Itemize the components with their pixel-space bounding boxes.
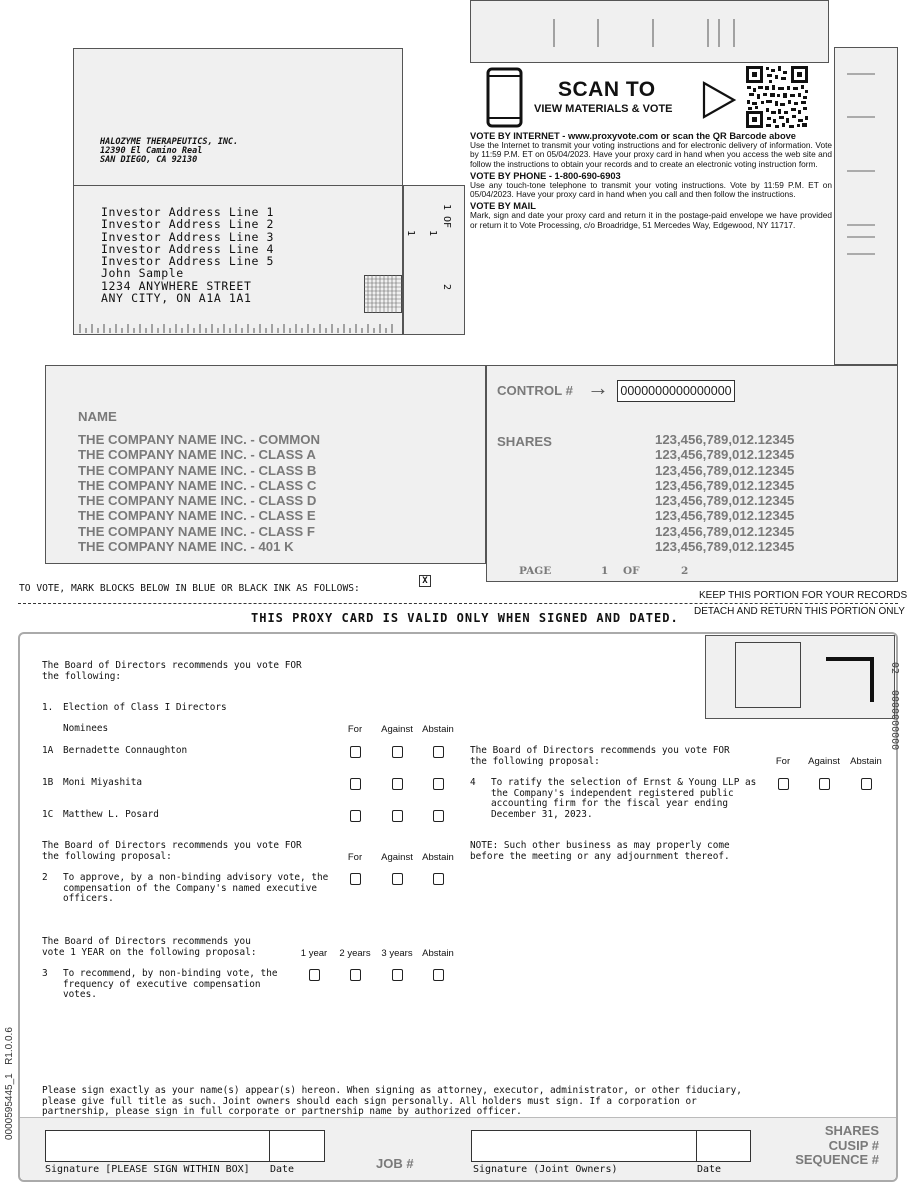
sign-instruction-line: Please sign exactly as your name(s) appear(s) hereon. When signing as attorney, executor, administrator, or other fiduciary, (42, 1085, 742, 1096)
proposal-3-number: 3 (42, 968, 48, 979)
job-label: JOB # (376, 1156, 414, 1171)
qr-code-icon (745, 65, 809, 129)
return-address-box (73, 48, 403, 186)
page-of-text: 1 OF (441, 204, 452, 229)
investor-street: 1234 ANYWHERE STREET (101, 278, 252, 293)
page-number: 1 (601, 565, 609, 577)
investor-address-box (73, 185, 403, 335)
proposal-4-abstain-checkbox[interactable] (861, 778, 872, 790)
rec2-line: the following proposal: (42, 850, 172, 862)
return-city: SAN DIEGO, CA 92130 (100, 155, 198, 165)
shares-value: 123,456,789,012.12345 (655, 508, 795, 524)
control-arrow-icon: → (587, 375, 609, 400)
company-line: THE COMPANY NAME INC. - 401 K (78, 539, 294, 555)
recommendation-2 (42, 841, 302, 862)
page-count-box (403, 185, 465, 335)
joint-date-label: Date (697, 1164, 722, 1175)
side-code-a: 02 (889, 662, 900, 675)
note-text (470, 841, 730, 862)
signature-label: Signature [PLEASE SIGN WITHIN BOX] (45, 1164, 250, 1175)
company-line: THE COMPANY NAME INC. - CLASS D (78, 493, 317, 509)
col-against: Against (808, 756, 840, 767)
signature-box[interactable] (45, 1130, 270, 1162)
corner-mark-icon (824, 656, 876, 704)
proposal-3-2years-checkbox[interactable] (350, 969, 361, 981)
marker-lines-icon (835, 48, 897, 364)
shares-value: 123,456,789,012.12345 (655, 462, 795, 478)
joint-date-box[interactable] (696, 1130, 751, 1162)
nominee-1c-abstain-checkbox[interactable] (433, 810, 444, 822)
rec3-line: The Board of Directors recommends you (42, 936, 251, 947)
footer-shares-label: SHARES (824, 1123, 879, 1138)
col-for: For (347, 724, 363, 735)
vote-mail-heading: VOTE BY MAIL (470, 201, 536, 212)
investor-line: Investor Address Line 4 (101, 241, 275, 256)
rec1-line: the following: (42, 670, 122, 682)
nominee-name: Bernadette Connaughton (63, 745, 188, 756)
scan-subtitle: VIEW MATERIALS & VOTE (534, 103, 673, 115)
investor-city: ANY CITY, ON A1A 1A1 (101, 291, 252, 306)
rec1-line: The Board of Directors recommends you vote FOR (42, 660, 302, 671)
shares-value: 123,456,789,012.12345 (655, 477, 795, 493)
detach-cut-line (18, 603, 898, 604)
proposal-2-number: 2 (42, 872, 48, 883)
scan-title: SCAN TO (558, 78, 656, 101)
col-for: For (775, 756, 791, 767)
joint-signature-box[interactable] (471, 1130, 697, 1162)
date-box[interactable] (269, 1130, 325, 1162)
vote-phone-heading: VOTE BY PHONE - 1-800-690-6903 (470, 170, 621, 181)
company-line: THE COMPANY NAME INC. - CLASS F (78, 523, 315, 539)
postal-grid-icon (364, 275, 402, 313)
rec4-line: The Board of Directors recommends you vote FOR (470, 745, 730, 756)
proposal-3-1year-checkbox[interactable] (309, 969, 320, 981)
proposal-line: compensation of the Company's named executive (63, 882, 317, 894)
col-abstain: Abstain (850, 756, 882, 767)
investor-line: Investor Address Line 3 (101, 229, 275, 244)
proposal-2-for-checkbox[interactable] (350, 873, 361, 885)
col-3-years: 3 years (381, 948, 413, 959)
col-1-year: 1 year (300, 948, 328, 959)
page-count-total: 2 (441, 284, 452, 291)
nominee-1a-for-checkbox[interactable] (350, 746, 361, 758)
shares-value: 123,456,789,012.12345 (655, 447, 795, 463)
investor-name: John Sample (101, 266, 184, 281)
valid-notice: THIS PROXY CARD IS VALID ONLY WHEN SIGNED AND DATED. (251, 611, 679, 625)
nominee-name: Moni Miyashita (63, 777, 143, 788)
company-line: THE COMPANY NAME INC. - COMMON (78, 432, 321, 447)
sign-instruction-line: partnership, please sign in full corporate or partnership name by authorized officer. (42, 1106, 522, 1117)
nominee-1a-against-checkbox[interactable] (392, 746, 403, 758)
proposal-4-text (491, 778, 756, 820)
date-label: Date (270, 1164, 295, 1175)
name-label: NAME (78, 409, 117, 424)
form-code: 0000595445_1 R1.0.0.6 (4, 1027, 15, 1140)
joint-signature-label: Signature (Joint Owners) (473, 1164, 618, 1175)
nominee-1b-abstain-checkbox[interactable] (433, 778, 444, 790)
col-abstain: Abstain (422, 948, 454, 959)
page-count-b: 1 (405, 230, 416, 237)
investor-line: Investor Address Line 2 (101, 217, 275, 232)
voting-methods (470, 131, 832, 230)
nominee-1b-against-checkbox[interactable] (392, 778, 403, 790)
page-of: OF (623, 565, 640, 577)
vote-phone-body: Use any touch-tone telephone to transmit your voting instructions. Vote by 11:59 P.M. ET on 05/04/2023. Have your proxy card in hand when you call and then follow the instructions. (470, 179, 832, 200)
shares-value: 123,456,789,012.12345 (655, 432, 795, 447)
proposal-line: December 31, 2023. (491, 808, 593, 820)
mark-example-box: X (419, 575, 431, 587)
proposal-4-number: 4 (470, 777, 476, 788)
scanner-marker-box (705, 635, 895, 719)
page-total: 2 (681, 565, 689, 577)
company-line: THE COMPANY NAME INC. - CLASS A (78, 447, 316, 463)
proposal-3-text (63, 969, 277, 1001)
note-line: before the meeting or any adjournment thereof. (470, 850, 730, 862)
proposal-line: To approve, by a non-binding advisory vote, the (63, 872, 329, 883)
control-label: CONTROL # (497, 383, 573, 398)
proposal-line: To recommend, by non-binding vote, the (63, 968, 278, 979)
proposal-2-text (63, 873, 328, 905)
investor-line: Investor Address Line 5 (101, 254, 275, 269)
proposal-3-3years-checkbox[interactable] (392, 969, 403, 981)
rec2-line: The Board of Directors recommends you vote FOR (42, 840, 302, 851)
nominee-1c-against-checkbox[interactable] (392, 810, 403, 822)
item-1-number: 1. (42, 702, 54, 713)
col-abstain: Abstain (422, 724, 454, 735)
col-abstain: Abstain (422, 852, 454, 863)
holdings-name-box (45, 365, 486, 564)
col-for: For (347, 852, 363, 863)
marker-square (735, 642, 801, 708)
proposal-line: officers. (63, 893, 114, 904)
shares-label: SHARES (497, 434, 552, 449)
shares-value: 123,456,789,012.12345 (655, 493, 795, 509)
footer-sequence-label: SEQUENCE # (795, 1152, 879, 1167)
return-street: 12390 El Camino Real (100, 146, 203, 156)
shares-value: 123,456,789,012.12345 (655, 539, 795, 555)
mark-instructions: TO VOTE, MARK BLOCKS BELOW IN BLUE OR BLACK INK AS FOLLOWS: (19, 583, 360, 594)
proposal-2-against-checkbox[interactable] (392, 873, 403, 885)
phone-icon (486, 67, 524, 129)
rec4-line: the following proposal: (470, 755, 600, 767)
return-company: HALOZYME THERAPEUTICS, INC. (100, 137, 239, 147)
proposal-line: accounting firm for the fiscal year ending (491, 798, 729, 809)
proposal-line: the Company's independent registered public (491, 787, 734, 799)
proposal-line: To ratify the selection of Ernst & Young LLP as (491, 777, 757, 788)
nominees-label: Nominees (63, 723, 109, 734)
shares-value: 123,456,789,012.12345 (655, 523, 795, 539)
vote-mail-body: Mark, sign and date your proxy card and return it in the postage-paid envelope we have provided or return it to Vote Processing, c/o Broadridge, 51 Mercedes Way, Edgewood, NY 11717. (470, 210, 832, 230)
barcode-marks-icon (471, 1, 828, 62)
nominee-1a-abstain-checkbox[interactable] (433, 746, 444, 758)
nominee-1b-for-checkbox[interactable] (350, 778, 361, 790)
side-code-b: 0000000000 (889, 690, 900, 751)
note-line: NOTE: Such other business as may properly come (470, 840, 730, 851)
nominee-id: 1C (42, 809, 54, 820)
sign-instruction-line: please give full title as such. Joint owners should each sign personally. All holders must sign. If a corporation or (42, 1095, 697, 1107)
play-arrow-icon (701, 80, 737, 120)
right-marker-strip (834, 47, 898, 365)
proposal-line: frequency of executive compensation (63, 978, 261, 990)
rec3-line: vote 1 YEAR on the following proposal: (42, 946, 257, 958)
vote-internet-body: Use the Internet to transmit your voting instructions and for electronic delivery of information. Vote by 11:59 P.M. ET on 05/04/2023. Have your proxy card in hand when you access the web site and follow the instructions to obtain your records and to create an electronic voting instruction form. (470, 140, 832, 169)
postal-barcode-icon (78, 321, 400, 333)
proposal-line: votes. (63, 989, 97, 1000)
proposal-2-abstain-checkbox[interactable] (433, 873, 444, 885)
nominee-id: 1A (42, 745, 54, 756)
recommendation-1 (42, 661, 302, 682)
control-number: 0000000000000000 (617, 380, 735, 402)
nominee-name: Matthew L. Posard (63, 809, 159, 820)
col-against: Against (381, 852, 413, 863)
nominee-id: 1B (42, 777, 54, 788)
signature-instructions (42, 1086, 742, 1118)
page-label: PAGE (519, 565, 552, 577)
proposal-4-against-checkbox[interactable] (819, 778, 830, 790)
company-line: THE COMPANY NAME INC. - CLASS B (78, 462, 317, 478)
proposal-3-abstain-checkbox[interactable] (433, 969, 444, 981)
barcode-strip (470, 0, 829, 63)
control-shares-box (486, 365, 898, 582)
item-1-title: Election of Class I Directors (63, 702, 227, 713)
recommendation-4 (470, 746, 730, 767)
recommendation-3 (42, 937, 256, 958)
col-against: Against (381, 724, 413, 735)
col-2-years: 2 years (339, 948, 371, 959)
investor-line: Investor Address Line 1 (101, 205, 275, 219)
company-line: THE COMPANY NAME INC. - CLASS C (78, 477, 317, 493)
footer-cusip-label: CUSIP # (828, 1137, 879, 1153)
proposal-4-for-checkbox[interactable] (778, 778, 789, 790)
shares-cusip-sequence (770, 1124, 879, 1168)
vote-internet-heading: VOTE BY INTERNET - www.proxyvote.com or scan the QR Barcode above (470, 131, 796, 141)
company-line: THE COMPANY NAME INC. - CLASS E (78, 508, 316, 524)
page-count-a: 1 (427, 230, 438, 237)
keep-portion-text: KEEP THIS PORTION FOR YOUR RECORDS (699, 590, 908, 601)
detach-portion-text: DETACH AND RETURN THIS PORTION ONLY (694, 606, 905, 617)
nominee-1c-for-checkbox[interactable] (350, 810, 361, 822)
